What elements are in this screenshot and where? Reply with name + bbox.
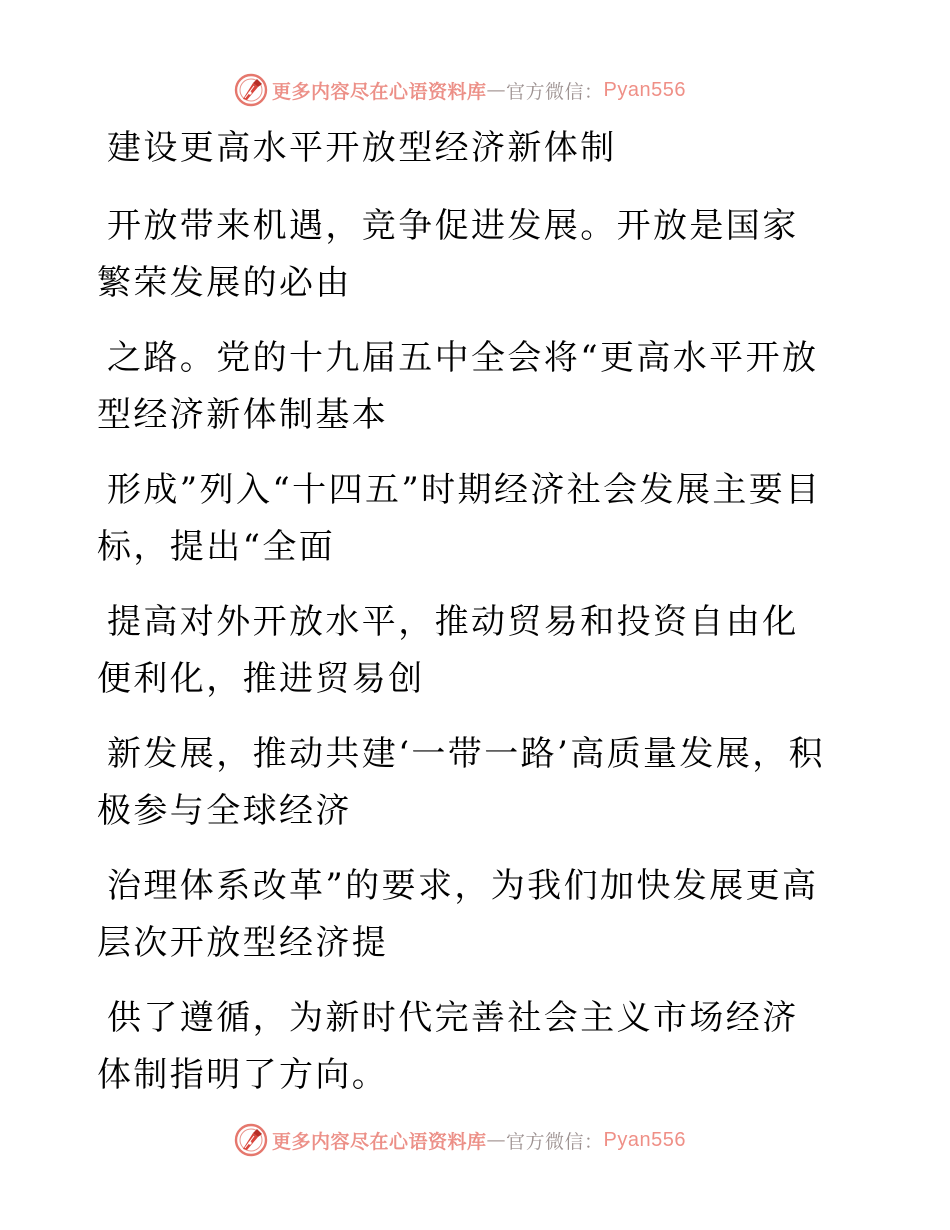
banner-dash: — (486, 1129, 507, 1151)
paragraph: 新发展，推动共建‘一带一路’高质量发展，积极参与全球经济 (97, 734, 826, 831)
header-banner (234, 72, 686, 108)
paragraph: 供了遵循，为新时代完善社会主义市场经济体制指明了方向。 (97, 998, 799, 1095)
document-title: 建设更高水平开放型经济新体制 (107, 128, 617, 168)
footer-banner (234, 1122, 686, 1158)
paragraph: 开放带来机遇，竞争促进发展。开放是国家繁荣发展的必由 (97, 206, 799, 303)
paragraph: 之路。党的十九届五中全会将“更高水平开放型经济新体制基本 (97, 338, 819, 435)
paragraph: 提高对外开放水平，推动贸易和投资自由化便利化，推进贸易创 (97, 602, 799, 699)
banner-slogan: 更多内容尽在心语资料库 (272, 80, 487, 103)
paragraph: 治理体系改革”的要求，为我们加快发展更高层次开放型经济提 (97, 866, 819, 963)
pen-nib-logo-icon (234, 1123, 268, 1157)
banner-dash: — (486, 79, 507, 101)
paragraph: 形成”列入“十四五”时期经济社会发展主要目标，提出“全面 (97, 470, 822, 567)
banner-official-label: 官方微信： (506, 80, 604, 103)
banner-slogan: 更多内容尽在心语资料库 (272, 1130, 487, 1153)
document-body (97, 120, 832, 1122)
banner-wechat-id: Pyan556 (603, 78, 686, 101)
banner-wechat-id: Pyan556 (603, 1128, 686, 1151)
banner-official-label: 官方微信： (506, 1130, 604, 1153)
pen-nib-logo-icon (234, 73, 268, 107)
